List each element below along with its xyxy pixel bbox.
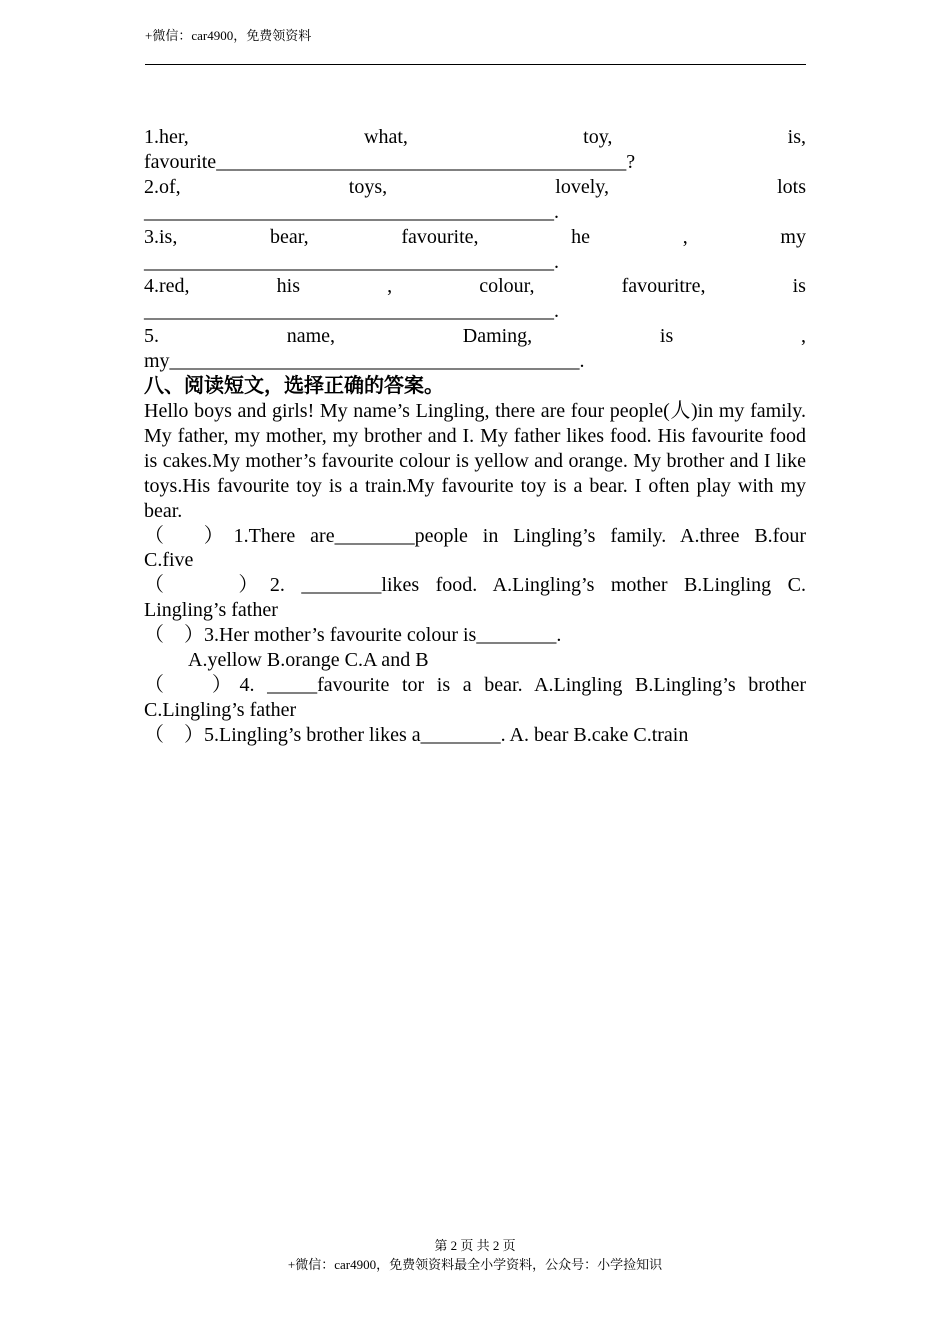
word: toys, [348,175,388,198]
question-5: （ ）5.Lingling’s brother likes a________. A. bear B.cake C.train [144,723,689,746]
question-4: （ ）4. _____favourite tor is a bear. A.Lingling B.Lingling’s brother [144,673,806,696]
word: he [571,225,591,248]
reading-passage: Hello boys and girls! My name’s Lingling, there are four people(人)in my family. My father, my mother, my brother and I. My father likes food. His favourite food is cakes.My mother’s favourite colour is yellow and orange. My brother and I like toys.His favourite toy is a train.My favourite toy is a bear. I often play with my bear. [144,399,806,522]
question-2-continued: Lingling’s father [144,599,278,622]
header-divider [145,64,806,65]
exercise-item [144,324,806,374]
word-list [144,274,806,299]
answer-line: _________________________________________. [144,200,559,223]
answer-line: _________________________________________. [144,250,559,273]
word: toy, [583,126,613,148]
section-title: 八、阅读短文，选择正确的答案。 [144,375,444,398]
answer-line: favourite_________________________________________? [144,150,636,173]
word: 3.is, [144,225,178,248]
exercise-item [144,175,806,225]
word: favourite, [401,225,479,248]
document-body [144,125,806,748]
question-4-continued: C.Lingling’s father [144,698,297,721]
question-1-continued: C.five [144,549,194,572]
exercise-item [144,274,806,324]
word: 4.red, [144,275,190,298]
question-3: （ ）3.Her mother’s favourite colour is________. [144,624,562,647]
word-list [144,324,806,349]
word: what, [364,126,408,148]
word: lots [777,175,806,198]
word-list [144,175,806,200]
word: , [682,225,688,248]
header-note: +微信：car4900，免费领资料 [145,28,312,43]
question-1: （ ）1.There are________people in Lingling’s family. A.three B.four [144,524,806,547]
question-3-options: A.yellow B.orange C.A and B [188,649,429,672]
word: lovely, [555,175,609,198]
page-number: 第 2 页 共 2 页 [434,1238,516,1253]
word-list [144,225,806,250]
word: colour, [479,275,535,298]
word: his [276,275,300,298]
word: bear, [270,225,309,248]
exercise-item [144,225,806,275]
question-2: （ ）2. ________likes food. A.Lingling’s mother B.Lingling C. [144,574,806,597]
word: 2.of, [144,175,181,198]
word: is [659,325,674,348]
word: 5. [144,325,159,348]
word: my [780,225,806,248]
word: 1.her, [144,126,189,148]
exercise-item [144,125,806,175]
word: is [792,275,806,298]
word: , [800,325,806,348]
answer-line: _________________________________________. [144,300,559,323]
word: , [387,275,393,298]
word: is, [787,126,806,148]
answer-line: my_________________________________________. [144,350,585,373]
word: name, [286,325,336,348]
word: favouritre, [621,275,706,298]
word-list [144,125,806,150]
word: Daming, [462,325,533,348]
footer-note: +微信：car4900，免费领资料最全小学资料，公众号：小学捡知识 [287,1257,663,1272]
